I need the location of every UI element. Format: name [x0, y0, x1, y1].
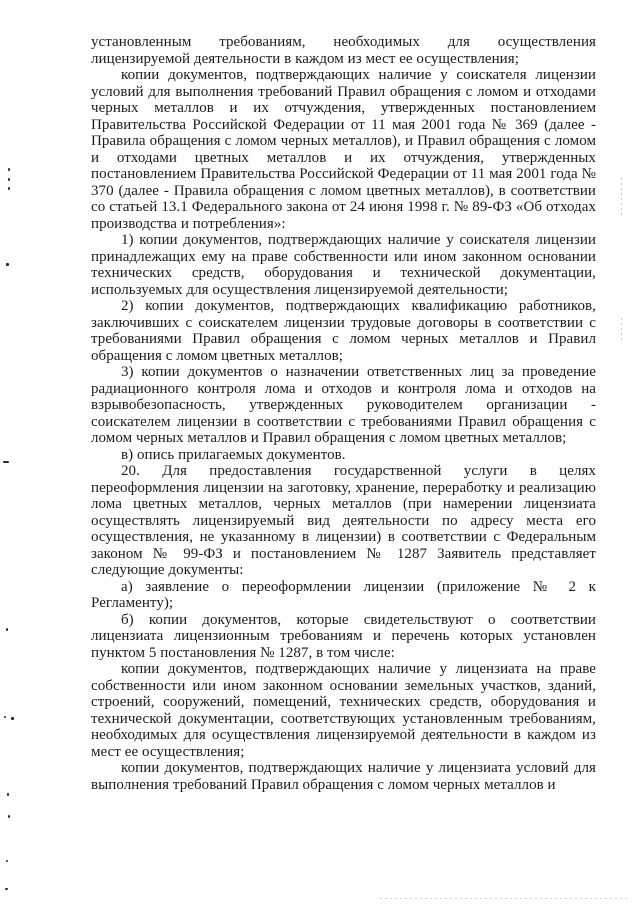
scan-artifact	[621, 318, 622, 340]
document-body	[91, 34, 596, 793]
paragraph-item-2: 2) копии документов, подтверждающих квалификацию работников, заключивших с соискателем лицензии трудовые договоры в соответствии с требованиями Правил обращения с ломом черных металлов и Правил обращения с ломом цветных металлов;	[91, 298, 596, 364]
paragraph-ownership-copies: копии документов, подтверждающих наличие у лицензиата на праве собственности или ином законном основании земельных участков, зданий, строений, сооружений, помещений, технических средств, оборудования и технической документации, соответствующих установленным требованиям, необходимых для осуществления лицензируемой деятельности в каждом из мест ее осуществления;	[91, 661, 596, 760]
scan-mark	[6, 860, 8, 862]
scan-artifact	[621, 178, 622, 218]
paragraph-item-a: а) заявление о переоформлении лицензии (приложение № 2 к Регламенту);	[91, 578, 596, 611]
scan-mark	[6, 263, 9, 266]
scan-mark	[7, 793, 9, 796]
paragraph-item-v: в) опись прилагаемых документов.	[121, 446, 346, 463]
paragraph-ferrous-rules-intro: копии документов, подтверждающих наличие у соискателя лицензии условий для выполнения требований Правил обращения с ломом и отходами черных металлов и их отчуждения, утвержденных постановлением Правительства Российской Федерации от 11 мая 2001 года № 369 (далее - Правила обращения с ломом черных металлов), и Правил обращения с ломом и отходами цветных металлов и их отчуждения, утвержденных постановлением Правительства Российской Федерации от 11 мая 2001 года № 370 (далее - Правила обращения с ломом цветных металлов), в соответствии со статьей 13.1 Федерального закона от 24 июня 1998 г. № 89-ФЗ «Об отходах производства и потребления»:	[91, 67, 596, 232]
paragraph-section-20: 20. Для предоставления государственной услуги в целях переоформления лицензии на заготовку, хранение, переработку и реализацию лома цветных металлов, черных металлов (при намерении лицензиата осуществлять лицензируемый вид деятельности по адресу места его осуществления, не указанному в лицензии) в соответствии с Федеральным законом № 99-ФЗ и постановлением № 1287 Заявитель представляет следующие документы:	[91, 463, 596, 578]
paragraph-item-b: б) копии документов, которые свидетельствуют о соответствии лицензиата лицензионным требованиям и перечень которых установлен пунктом 5 постановления № 1287, в том числе:	[91, 611, 596, 661]
scan-mark	[6, 628, 8, 631]
scan-mark	[8, 178, 10, 181]
scan-mark	[11, 717, 14, 720]
scan-mark	[8, 815, 10, 818]
paragraph-item-3: 3) копии документов о назначении ответственных лиц за проведение радиационного контроля лома и отходов и контроля лома и отходов на взрывобезопасность, утвержденных руководителем организации - соискателем лицензии в соответствии с требованиями Правил обращения с ломом черных металлов и Правил обращения с ломом цветных металлов;	[91, 364, 596, 446]
scan-artifact	[380, 898, 630, 899]
paragraph-conditions-copies: копии документов, подтверждающих наличие у лицензиата условий для выполнения требований Правил обращения с ломом черных металлов и	[91, 760, 596, 793]
scan-mark	[4, 716, 6, 718]
paragraph-item-1: 1) копии документов, подтверждающих наличие у соискателя лицензии принадлежащих ему на праве собственности или ином законном основании технических средств, оборудования и технической документации, используемых для осуществления лицензируемой деятельности;	[91, 232, 596, 298]
scan-mark	[3, 461, 9, 463]
scan-mark	[5, 888, 8, 890]
scan-mark	[8, 187, 10, 190]
paragraph-continuation: установленным требованиям, необходимых для осуществления лицензируемой деятельности в каждом из мест ее осуществления;	[91, 34, 596, 67]
scan-mark	[8, 168, 10, 171]
